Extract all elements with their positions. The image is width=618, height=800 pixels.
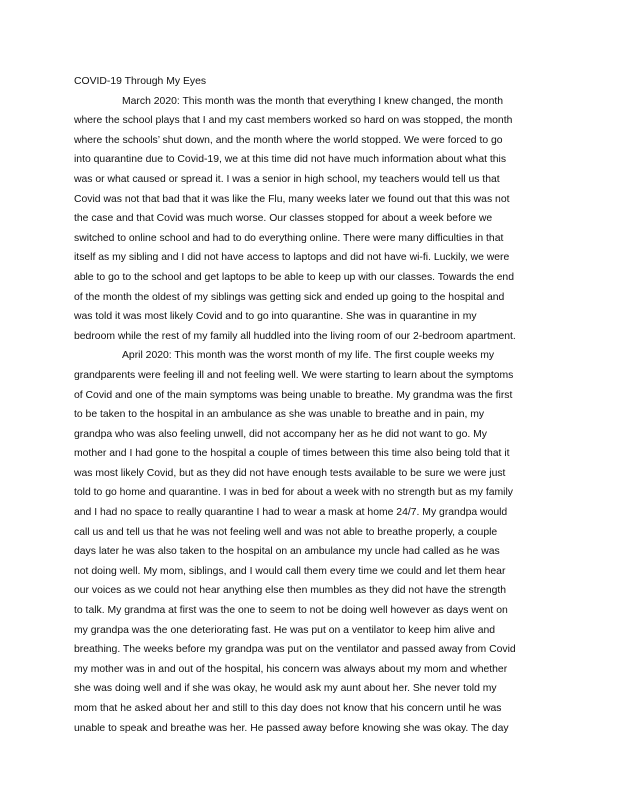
text-line: not doing well. My mom, siblings, and I would call them every time we could and let them hear bbox=[74, 565, 506, 577]
text-line: March 2020: This month was the month that everything I knew changed, the month bbox=[122, 95, 504, 107]
text-line: unable to speak and breathe was her. He passed away before knowing she was okay. The day bbox=[74, 722, 509, 734]
text-line: our voices as we could not hear anything else then mumbles as they did not have the strength bbox=[74, 585, 507, 597]
text-line: of the month the oldest of my siblings was getting sick and ended up going to the hospital and bbox=[74, 291, 505, 303]
document-body bbox=[74, 72, 554, 738]
text-line: was told it was most likely Covid and to go into quarantine. She was in quarantine in my bbox=[74, 311, 477, 323]
text-line: where the schools’ shut down, and the month where the world stopped. We were forced to go bbox=[74, 134, 503, 146]
text-line: grandparents were feeling ill and not feeling well. We were starting to learn about the symptoms bbox=[74, 369, 514, 381]
text-line: grandpa who was also feeling unwell, did not accompany her as he did not want to go. My bbox=[74, 428, 487, 440]
text-line: was most likely Covid, but as they did not have enough tests available to be sure we were just bbox=[74, 467, 506, 479]
text-line: of Covid and one of the main symptoms was being unable to breathe. My grandma was the first bbox=[74, 389, 513, 401]
text-line: days later he was also taken to the hospital on an ambulance my uncle had called as he was bbox=[74, 546, 500, 558]
text-line: where the school plays that I and my cast members worked so hard on was stopped, the month bbox=[74, 115, 513, 127]
text-line: mother and I had gone to the hospital a couple of times between this time also being told that it bbox=[74, 448, 510, 460]
paragraph bbox=[74, 92, 554, 347]
text-line: call us and tell us that he was not feeling well and was not able to breathe properly, a couple bbox=[74, 526, 498, 538]
text-line: my mother was in and out of the hospital, his concern was always about my mom and whether bbox=[74, 663, 508, 675]
text-line: switched to online school and had to do everything online. There were many difficulties in that bbox=[74, 232, 504, 244]
text-line: mom that he asked about her and still to this day does not know that his concern until he was bbox=[74, 703, 502, 714]
text-line: bedroom while the rest of my family all huddled into the living room of our 2-bedroom apartment. bbox=[74, 330, 516, 342]
text-line: able to go to the school and get laptops to be able to keep up with our classes. Towards the end bbox=[74, 271, 514, 283]
text-line: Covid was not that bad that it was like the Flu, many weeks later we found out that this was not bbox=[74, 193, 510, 205]
paragraphs-container bbox=[74, 92, 554, 739]
text-line: my grandpa was the one deteriorating fast. He was put on a ventilator to keep him alive and bbox=[74, 624, 496, 636]
text-line: to talk. My grandma at first was the one to seem to not be doing well however as days went on bbox=[74, 605, 508, 617]
text-line: and I had no space to really quarantine I had to wear a mask at home 24/7. My grandpa would bbox=[74, 507, 508, 519]
text-line: told to go home and quarantine. I was in bed for about a week with no strength but as my family bbox=[74, 487, 513, 499]
text-line: was or what caused or spread it. I was a senior in high school, my teachers would tell us that bbox=[74, 173, 500, 185]
text-line: the case and that Covid was much worse. Our classes stopped for about a week before we bbox=[74, 213, 493, 225]
text-line: into quarantine due to Covid-19, we at this time did not have much information about what this bbox=[74, 154, 507, 166]
text-line: itself as my sibling and I did not have access to laptops and did not have wi-fi. Luckily, we were bbox=[74, 252, 510, 264]
text-line: April 2020: This month was the worst month of my life. The first couple weeks my bbox=[122, 350, 495, 362]
text-line: she was doing well and if she was okay, he would ask my aunt about her. She never told my bbox=[74, 683, 497, 695]
text-line: breathing. The weeks before my grandpa was put on the ventilator and passed away from Covid bbox=[74, 644, 516, 656]
document-title: COVID-19 Through My Eyes bbox=[74, 76, 207, 87]
text-line: to be taken to the hospital in an ambulance as she was unable to breathe and in pain, my bbox=[74, 409, 485, 421]
paragraph bbox=[74, 346, 554, 738]
